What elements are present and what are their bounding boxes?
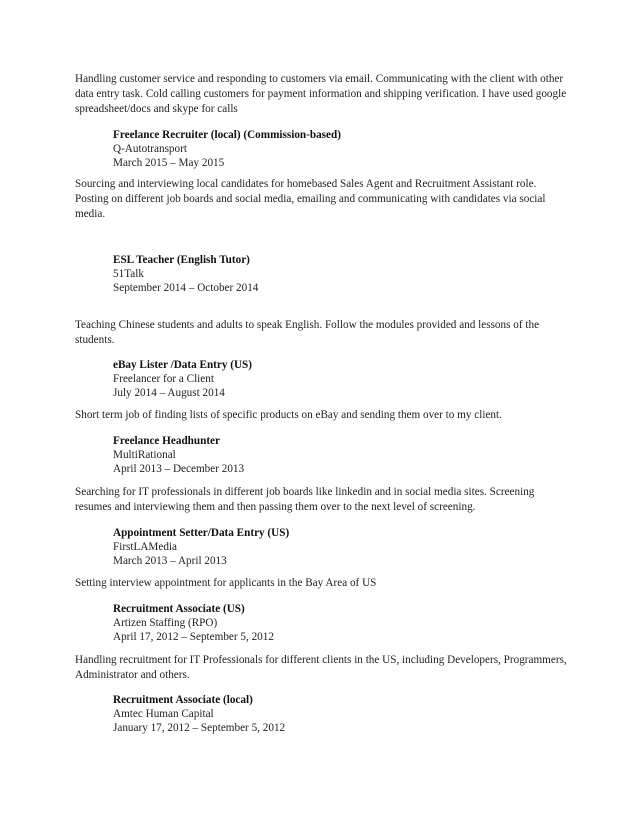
job-entry	[113, 527, 553, 568]
job-entry	[113, 694, 553, 735]
job-entry	[113, 254, 553, 295]
job-description: Teaching Chinese students and adults to speak English. Follow the modules provided and lessons of the students.	[75, 319, 540, 346]
job-title: Recruitment Associate (local)	[113, 694, 253, 706]
job-company: MultiRational	[113, 448, 176, 461]
job-company: Artizen Staffing (RPO)	[113, 616, 218, 629]
job-company: Q-Autotransport	[113, 142, 187, 155]
job-company: Amtec Human Capital	[113, 707, 214, 720]
job-description: Short term job of finding lists of specific products on eBay and sending them over to my client.	[75, 409, 502, 421]
job-dates: April 2013 – December 2013	[113, 462, 245, 475]
job-company: Freelancer for a Client	[113, 372, 214, 385]
job-entry	[113, 359, 553, 400]
job-company: 51Talk	[113, 267, 144, 280]
job-description: Handling customer service and responding to customers via email. Communicating with the client with other data entry task. Cold calling customers for payment information and shipping verification. I have used google spreadsheet/docs and skype for calls	[75, 73, 567, 115]
job-entry	[113, 603, 553, 644]
job-description: Handling recruitment for IT Professionals for different clients in the US, including Developers, Programmers, Administrator and others.	[75, 654, 567, 681]
job-title: Appointment Setter/Data Entry (US)	[113, 527, 290, 539]
job-title: ESL Teacher (English Tutor)	[113, 254, 250, 266]
job-title: Freelance Headhunter	[113, 435, 220, 447]
job-company: FirstLAMedia	[113, 540, 178, 553]
job-entry	[113, 129, 553, 170]
job-description: Setting interview appointment for applicants in the Bay Area of US	[75, 577, 377, 589]
job-dates: April 17, 2012 – September 5, 2012	[113, 630, 274, 643]
job-title: Recruitment Associate (US)	[113, 603, 245, 615]
job-dates: July 2014 – August 2014	[113, 386, 225, 399]
job-description: Searching for IT professionals in different job boards like linkedin and in social media sites. Screening resumes and interviewing them and then passing them over to the next level of screening.	[75, 486, 535, 513]
job-description: Sourcing and interviewing local candidates for homebased Sales Agent and Recruitment Assistant role. Posting on different job boards and social media, emailing and communicating with candidates via social media.	[75, 178, 546, 220]
job-title: Freelance Recruiter (local) (Commission-based)	[113, 129, 341, 141]
job-dates: September 2014 – October 2014	[113, 281, 259, 294]
job-dates: January 17, 2012 – September 5, 2012	[113, 721, 286, 734]
job-dates: March 2015 – May 2015	[113, 156, 225, 169]
job-entry	[113, 435, 553, 476]
job-title: eBay Lister /Data Entry (US)	[113, 359, 253, 371]
job-dates: March 2013 – April 2013	[113, 554, 227, 567]
